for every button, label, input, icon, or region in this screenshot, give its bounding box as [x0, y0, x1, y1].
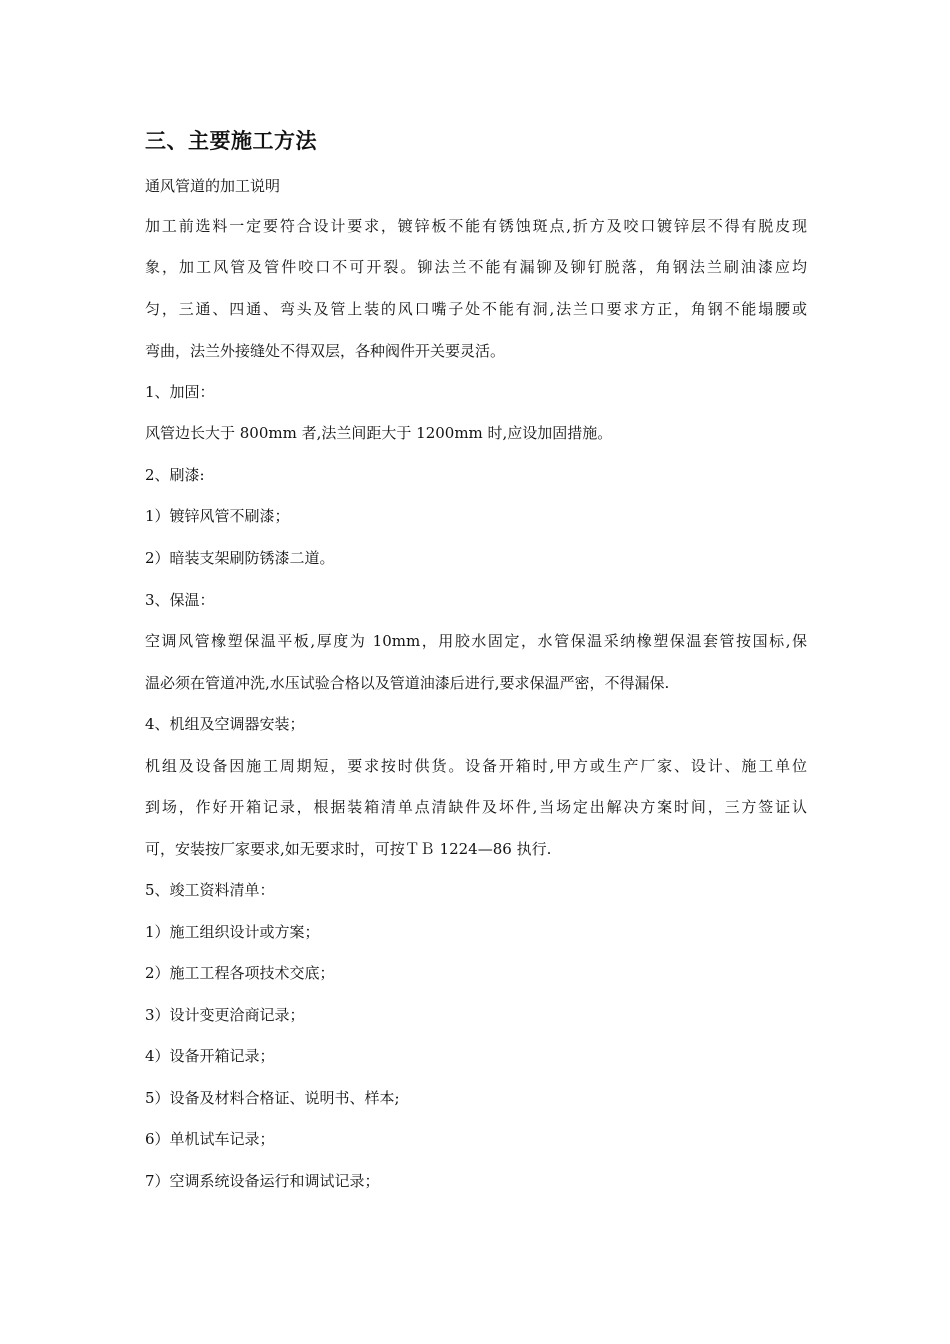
intro-line-3: 匀，三通、四通、弯头及管上装的风口嘴子处不能有洞,法兰口要求方正，角钢不能塌腰或 [145, 300, 807, 318]
intro-line-1: 加工前选料一定要符合设计要求，镀锌板不能有锈蚀斑点,折方及咬口镀锌层不得有脱皮现 [145, 217, 807, 235]
section-2-item-1: 1）镀锌风管不刷漆； [145, 507, 290, 525]
section-4-title: 4、机组及空调器安装； [145, 715, 305, 733]
section-4-line-2: 到场，作好开箱记录，根据装箱清单点清缺件及坏件,当场定出解决方案时间，三方签证认 [145, 798, 807, 816]
section-3-line-2: 温必须在管道冲洗,水压试验合格以及管道油漆后进行,要求保温严密，不得漏保. [145, 674, 670, 692]
list-item: 3）设计变更洽商记录； [145, 1006, 305, 1024]
section-2-title: 2、刷漆: [145, 466, 205, 484]
section-heading: 三、主要施工方法 [145, 129, 317, 153]
section-4-line-1: 机组及设备因施工周期短，要求按时供货。设备开箱时,甲方或生产厂家、设计、施工单位 [145, 757, 807, 775]
list-item: 5）设备及材料合格证、说明书、样本; [145, 1089, 400, 1107]
list-item: 1）施工组织设计或方案； [145, 923, 320, 941]
list-item: 7）空调系统设备运行和调试记录； [145, 1172, 380, 1190]
section-1-title: 1、加固： [145, 383, 215, 401]
section-3-title: 3、保温： [145, 591, 215, 609]
section-3-line-1: 空调风管橡塑保温平板,厚度为 10mm，用胶水固定，水管保温采纳橡塑保温套管按国标,保 [145, 632, 807, 650]
list-item: 2）施工工程各项技术交底； [145, 964, 335, 982]
section-1-text: 风管边长大于 800mm 者,法兰间距大于 1200mm 时,应设加固措施。 [145, 424, 613, 442]
subheading: 通风管道的加工说明 [145, 177, 281, 195]
section-5-title: 5、竣工资料清单： [145, 881, 275, 899]
intro-line-4: 弯曲，法兰外接缝处不得双层，各种阀件开关要灵活。 [145, 342, 506, 360]
section-2-item-2: 2）暗装支架刷防锈漆二道。 [145, 549, 335, 567]
section-4-line-3: 可，安装按厂家要求,如无要求时，可按ＴＢ 1224—86 执行. [145, 840, 552, 858]
intro-line-2: 象，加工风管及管件咬口不可开裂。铆法兰不能有漏铆及铆钉脱落，角钢法兰刷油漆应均 [145, 258, 807, 276]
list-item: 4）设备开箱记录； [145, 1047, 275, 1065]
list-item: 6）单机试车记录； [145, 1130, 275, 1148]
